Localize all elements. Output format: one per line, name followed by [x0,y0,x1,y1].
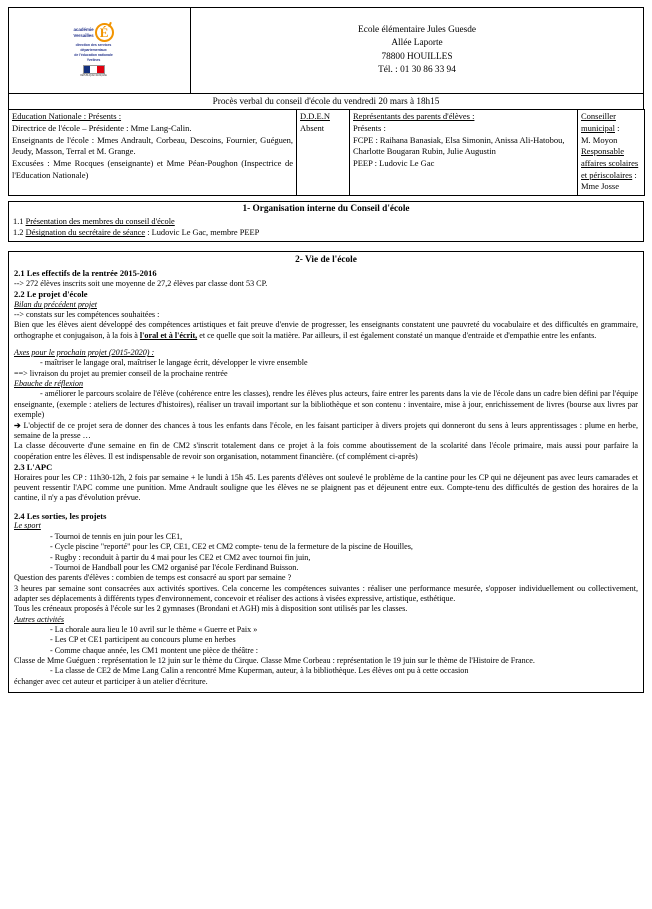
para-heures-sport: 3 heures par semaine sont consacrées aux activités sportives. Cela concerne les compétences suivantes : réaliser une performance mesurée, s'opposer individuellement ou collectivement, adapter ses déplacements à différents types d'environnement, concevoir et réaliser des actions à visées expressive, artistique, esthétique. [14,583,638,603]
item-2-label: Désignation du secrétaire de séance [25,228,146,238]
para-constats: --> constats sur les compétences souhaitées : [14,310,160,320]
periscolaires-heading: et périscolaires [581,169,633,180]
logo-e-icon: É [95,23,114,42]
section-2-body [14,268,638,687]
section-1-item-2 [13,227,639,238]
para-question-parents: Question des parents d'élèves : combien de temps est consacré au sport par semaine ? [14,573,292,583]
subheading-autres-text: Autres activités [14,614,65,624]
logo-sub-line-3: de l'éducation nationale [74,52,113,57]
school-identity-cell [191,8,644,94]
dden-cell [297,110,350,195]
para-2-1: --> 272 élèves inscrits soit une moyenne de 27,2 élèves par classe dont 53 CP. [14,278,268,288]
dden-heading: D.D.E.N [300,111,330,122]
heading-2-3: 2.3 L'APC [14,461,53,472]
school-city: 78800 HOUILLES [381,51,453,62]
para-axes-item: - maîtriser le langage oral, maîtriser le langage écrit, développer le vivre ensemble [40,358,308,368]
academie-versailles-logo [57,23,131,77]
para-bilan-part-1: Bien que les élèves aient développé des compétences artistiques et fait preuve d'envie de progresser, les enseignants constatent une pauvreté du vocabulaire et des difficultés en grammaire, orthographe et conjugaison, à la fois à [14,320,638,340]
fcpe-line: FCPE : Raihana Banasiak, Elsa Simonin, Anissa Ali-Hatobou, Charlotte Bougaran Rubin, Julie Augustin [353,134,565,157]
participants-row [9,110,645,195]
autre-item: - La chorale aura lieu le 10 avril sur le thème « Guerre et Paix » [50,624,258,634]
conseiller-heading-2-suffix: : [615,122,620,133]
conseiller-municipal-cell [578,110,645,195]
autre-item: - Comme chaque année, les CM1 montent une pièce de théâtre : [50,645,259,655]
sport-item: - Rugby : reconduit à partir du 4 mai pour les CE2 et CM2 avec tournoi fin juin, [50,552,311,562]
school-phone: Tél. : 01 30 86 33 94 [378,64,456,75]
subheading-axes-text: Axes pour le prochain projet (2015-2020) : [14,348,155,358]
enseignants-line: Enseignants de l'école : Mmes Andrault, Corbeau, Descoins, Fournier, Guéguen, Jeudy, Masson, Terral et M. Grange. [12,134,293,157]
flag-caption: RÉPUBLIQUE FRANÇAISE [80,74,107,77]
para-classe-decouverte: La classe découverte d'une semaine en fin de CM2 s'inscrit totalement dans ce projet à la fois comme aboutissement de la scolarité dans l'école primaire, mais aussi pour parfaire la coopération entre les élèves. Il est indispensable de revoir son organisation, notamment financière. (cf complément ci-après) [14,441,638,461]
logo-line-academie: académie [73,27,94,33]
conseiller-name: M. Moyon [581,134,618,145]
section-2-box [8,251,644,693]
autre-item: - Les CP et CE1 participent au concours plume en herbes [50,635,236,645]
subheading-axes [14,348,638,358]
item-1-label: Présentation des membres du conseil d'école [25,217,175,227]
sport-item: - Tournoi de Handball pour les CM2 organisé par l'école Ferdinand Buisson. [50,562,299,572]
logo-line-versailles: Versailles [73,32,94,38]
section-1-cell [9,201,644,242]
para-objectif [14,421,638,442]
subheading-sport [14,521,638,531]
section-1-item-1 [13,216,639,227]
responsable-heading: Responsable [581,146,624,157]
para-classes-theatre: Classe de Mme Guéguen : représentation le 12 juin sur le thème du Cirque. Classe Mme Corbeau : représentation le 19 juin sur le thème de l'Histoire de France. [14,655,535,665]
para-objectif-text: L'objectif de ce projet sera de donner des chances à tous les enfants dans l'école, en les faisant participer à divers projets qui donneront du sens à leurs apprentissages : plume en herbe, semaine de la presse … [14,420,638,440]
conseiller-heading-1: Conseiller [581,111,616,122]
heading-2-2: 2.2 Le projet d'école [14,288,88,299]
para-livraison: ==> livraison du projet au premier conseil de la prochaine rentrée [14,368,228,378]
education-nationale-cell [9,110,297,195]
para-2-3: Horaires pour les CP : 11h30-12h, 2 fois par semaine + le lundi à 15h 45. Les parents d'élèves ont soulevé le problème de la cantine pour les CP qui ne déjeunent pas avec leurs camarades et peuvent ressentir l'APC comme une punition. Mme Andrault souligne que les élèves ne se plaignent pas et déjeunent entre eux. Compte-tenu des difficultés de gestion des horaires de la cantine, il n'y a pas d'évolution prévue. [14,472,638,503]
responsable-name: Mme Josse [581,181,620,192]
right-arrow-icon: ➔ [14,420,21,430]
subheading-ebauche [14,379,638,389]
para-ebauche-text: - améliorer le parcours scolaire de l'élève (cohérence entre les classes), rendre les élèves plus acteurs, faire entrer les parents dans la vie de l'école dans un cadre bien défini par l'équipe enseignante, (exemple : ateliers de lectures d'histoires), réaliser un travail important sur la bibliothèque et son contenu : inventaire, mise à jour, enrichissement de livres (bourse aux livres par exemple) [14,389,638,420]
logo-sub-line-4: Yvelines [86,57,101,62]
dden-value: Absent [300,122,325,133]
section-1-box [8,201,644,243]
sport-item: - Tournoi de tennis en juin pour les CE1, [50,531,183,541]
para-creneaux: Tous les créneaux proposés à l'école sur les 2 gymnases (Brondani et AGH) mis à disposition sont utilisés par les classes. [14,604,408,614]
french-flag-icon [83,65,105,74]
subheading-ebauche-text: Ebauche de réflexion [14,379,84,389]
pv-title-row [9,94,644,110]
section-2-title: 2- Vie de l'école [295,255,357,266]
section-2-row [9,252,644,693]
participants-table [8,109,645,195]
para-ebauche [14,389,638,420]
logo-sub-line-1: direction des services [75,43,112,48]
para-bilan-emphasis: l'oral et à l'écrit, [139,330,198,340]
parents-presents: Présents : [353,122,386,133]
item-2-number: 1.2 [13,228,26,238]
heading-2-1: 2.1 Les effectifs de la rentrée 2015-2016 [14,267,157,278]
pv-title: Procès verbal du conseil d'école du vendredi 20 mars à 18h15 [212,96,440,106]
periscolaires-suffix: : [632,169,637,180]
logo-sub-line-2: départementaux [80,48,107,53]
subheading-bilan [14,300,638,310]
header-table [8,7,644,110]
parents-heading: Représentants des parents d'élèves : [353,111,475,122]
education-nationale-heading: Education Nationale : Présents : [12,111,122,122]
directrice-line: Directrice de l'école – Présidente : Mme Lang-Calin. [12,122,192,133]
para-bilan-part-2: et ce quelle que soit la matière. Par ailleurs, il est également constaté un manque d'entraide et d'empathie entre les enfants. [197,330,597,340]
parents-representatives-cell [350,110,578,195]
conseiller-heading-2: municipal [581,122,615,133]
section-1-row [9,201,644,242]
item-2-value: : Ludovic Le Gac, membre PEEP [145,228,260,238]
academy-logo-cell [9,8,191,94]
peep-line: PEEP : Ludovic Le Gac [353,157,435,168]
section-2-cell [9,252,644,693]
item-1-number: 1.1 [13,217,26,227]
autre-item-bibliotheque: - La classe de CE2 de Mme Lang Calin a rencontré Mme Kuperman, auteur, à la bibliothèque. Les élèves ont pu à cette occasion [50,666,469,676]
subheading-autres [14,615,638,625]
subheading-sport-text: Le sport [14,521,41,531]
sport-item: - Cycle piscine "reporté" pour les CP, CE1, CE2 et CM2 compte- tenu de la fermeture de la piscine de Houilles, [50,542,413,552]
excusees-line: Excusées : Mme Rocques (enseignante) et Mme Péan-Poughon (Inspectrice de l'Education Nationale) [12,157,293,180]
school-address: Allée Laporte [391,38,443,49]
pv-title-cell [9,94,644,110]
affaires-scolaires-heading: affaires scolaires [581,157,639,168]
subheading-bilan-text: Bilan du précédent projet [14,299,97,309]
section-1-title: 1- Organisation interne du Conseil d'école [242,203,410,214]
school-name: Ecole élémentaire Jules Guesde [358,25,476,36]
heading-2-4: 2.4 Les sorties, les projets [14,510,107,521]
para-atelier-ecriture: échanger avec cet auteur et participer à un atelier d'écriture. [14,676,208,686]
header-row [9,8,644,94]
para-bilan [14,320,638,341]
